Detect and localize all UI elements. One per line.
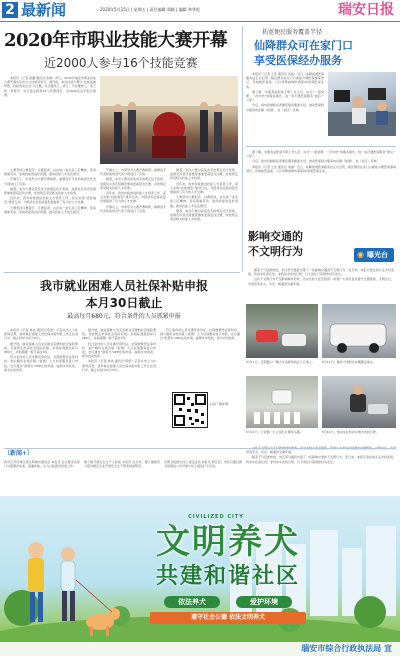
headline-line-2: 享受医保经办服务: [254, 54, 342, 67]
qr-code[interactable]: [172, 392, 208, 428]
car-sketch-1: [246, 304, 318, 358]
qr-code-pattern: [173, 393, 207, 427]
intro-text: 随着天气逐渐转热，市区部分路段出现了一些影响交通的不文明行为。连日来，本报记者在街头走访时发现，机动车乱停乱放、非机动车逆向行驶、行人闯红灯等现象时有发生。 这些不文明行为不仅影响城市形象，还存在较大安全隐患。希望广大市民自觉遵守交通规则，文明出行，共同营造安全、有序、畅通的交通环境。: [248, 268, 394, 286]
row-divider: [4, 272, 240, 273]
brief-3: 市图书馆推出线上阅读活动 本报讯 即日起，市民可通过图书馆微信公众号参与线上阅读打卡活动。: [164, 460, 242, 469]
civilized-dog-banner: [0, 496, 400, 656]
body-col-3: 符合条件的人员可携带身份证、社保缴费凭证等材料，到户籍所在地乡镇（街道）人力社保服务窗口申报，也可通过“浙里办”APP在线申请。逾期未申报的，视为自动放弃。: [160, 328, 240, 341]
kicker: 拓宽便民服务覆盖半径: [262, 29, 323, 36]
headline: 2020年市职业技能大赛开幕: [4, 30, 228, 51]
banner-tag-1: [164, 596, 220, 608]
banner-title: 文明养犬: [156, 522, 300, 562]
banner-tag-2: [236, 596, 292, 608]
banner-tag-1-label: 依法养犬: [178, 598, 206, 606]
subheadline: 最高每月680元，符合条件的人员抓紧申报: [67, 313, 181, 320]
subheadline: 近2000人参与16个技能竞赛: [44, 56, 198, 70]
banner-ribbon-label: 遵守社会公德 依法文明养犬: [190, 614, 266, 621]
body-col-1: 大赛坚持以赛促学、以赛促训，旨在进一步弘扬工匠精神，营造尊重劳动、崇尚技能的良好氛围，推动技能人才队伍建设。 开幕式上，市领导为大赛开赛鸣锣，参赛选手代表和裁判员代表分别进行了宣誓。 据悉，本次大赛对获奖选手按规定给予奖励，成绩优异者还将推荐参加更高层次比赛，并按规定享受相关技能人才政策。 近年来，我市持续推进技能人才培养工作，深入实施“技能瑞安”建设行动，为经济社会高质量发展提供了有力的人才支撑。 大赛坚持以赛促学、以赛促训，旨在进一步弘扬工匠精神，营造尊重劳动、崇尚技能的良好氛围，推动技能人才队伍建设。: [4, 168, 96, 214]
banner-tagline: CIVILIZED CITY: [188, 514, 244, 520]
ceremony-illustration: [100, 76, 238, 164]
story-social-insurance: [4, 276, 240, 446]
news-briefs: [4, 450, 396, 494]
headline-line-2: 不文明行为: [248, 245, 303, 258]
service-desk-illustration: [328, 72, 396, 136]
caption-2: 5月11日，瑞祥大道附近车辆随意掉头。: [322, 360, 376, 364]
caption-3: 5月11日，万松路一行人闯红灯横穿马路。: [246, 430, 303, 434]
story-skills-contest: [4, 28, 238, 268]
page-header: [0, 0, 400, 22]
lede-text: 本报讯（记者 陈鑫 通讯员 张晓）昨日，2020年瑞安市职业技能大赛开幕式在市人力社保局举行。据介绍，本次技能大赛以“技能成就梦想，技能改变生活”为主题，共设置电工、焊工、汽车维修工、茶艺师、育婴员、中式面点师等16个竞赛项目，近2000名选手报名参赛。: [4, 76, 96, 97]
column-tag: [354, 248, 394, 262]
closing-text: 营造安全、有序、畅通的交通环境。 随着天气逐渐转热，市区部分路段出现了一些影响交通的不文明行为。连日来，本报记者在街头走访时发现，机动车乱停乱放、非机动车逆向行驶、行人闯红灯等现象时有发生。: [246, 450, 396, 464]
headline-line-2: 本月30日截止: [85, 296, 163, 310]
banner-footer-label: 瑞安市综合行政执法局 宣: [301, 644, 392, 653]
banner-ribbon: [150, 612, 306, 624]
body-col-3: 据悉，本次大赛对获奖选手按规定给予奖励，成绩优异者还将推荐参加更高层次比赛，并按规定享受相关技能人才政策。 近年来，我市持续推进技能人才培养工作，深入实施“技能瑞安”建设行动，为经济社会高质量发展提供了有力的人才支撑。 大赛坚持以赛促学、以赛促训，旨在进一步弘扬工匠精神，营造尊重劳动、崇尚技能的良好氛围，推动技能人才队伍建设。 据悉，本次大赛对获奖选手按规定给予奖励，成绩优异者还将推荐参加更高层次比赛，并按规定享受相关技能人才政策。: [170, 168, 238, 222]
caption-4: 5月11日，电动车在机动车道内逆向行驶。: [322, 430, 379, 434]
banner-subtitle: 共建和谐社区: [155, 564, 300, 589]
banner-footer: [0, 642, 400, 656]
brief-2: 塘下镇开展安全生产大检查 本报讯 连日来，塘下镇组织力量对辖区企业开展安全生产隐患排查整治。: [84, 460, 160, 469]
eye-icon: ◉: [357, 250, 364, 259]
issue-meta: 2020年5月15日 | 星期五 | 责任编辑 郑颖 | 编辑 林华松: [100, 7, 201, 12]
row-divider: [4, 448, 396, 449]
body-col-2: 开幕式上，市领导为大赛开赛鸣锣，参赛选手代表和裁判员代表分别进行了宣誓。 据悉，本次大赛对获奖选手按规定给予奖励，成绩优异者还将推荐参加更高层次比赛，并按规定享受相关技能人才政策。 近年来，我市持续推进技能人才培养工作，深入实施“技能瑞安”建设行动，为经济社会高质量发展提供了有力的人才支撑。 开幕式上，市领导为大赛开赛鸣锣，参赛选手代表和裁判员代表分别进行了宣誓。: [100, 168, 166, 213]
traffic-photo-3: [246, 376, 318, 428]
traffic-photo-1: [246, 304, 318, 358]
briefs-heading: 〔新闻+〕: [4, 450, 34, 457]
car-sketch-2: [322, 304, 396, 358]
page-number: 2: [2, 2, 18, 18]
story2-continuation: 据了解，该服务站配备专职工作人员，实行“一窗受理、一次办结”的服务模式，进一步打通医保服务“最后一公里”。 今后，我市将继续拓宽便民服务覆盖半径，推动医保经办服务向乡镇（街道）、村（社区）延伸。 本报讯（记者 王佳 通讯员 刘丽）近日，仙降街道医保服务站正式启用，辖区群众在家门口就能办理医保参保登记、异地就医备案、门诊特殊病种申请等20余项医保业务。: [246, 150, 396, 173]
body-col-1: 本报讯（记者 林洁 通讯员 陈凯）记者从市人力社保局获悉，我市就业困难人员社保补贴申报工作正在进行中，截止时间为5月30日。 据介绍，就业困难人员灵活就业后缴纳社会保险费的，可按规定申请社会保险补贴。补贴标准最高每月680元，补贴期限一般不超过3年。 符合条件的人员可携带身份证、社保缴费凭证等材料，到户籍所在地乡镇（街道）人力社保服务窗口申报，也可通过“浙里办”APP在线申请。逾期未申报的，视为自动放弃。: [4, 328, 78, 372]
scooter-sketch: [322, 376, 396, 428]
headline-line-1: 影响交通的: [248, 230, 303, 243]
row-divider: [246, 146, 396, 147]
qr-caption: 扫码了解详情: [210, 402, 229, 406]
newspaper-brand: 瑞安日报: [338, 2, 394, 18]
column-divider: [242, 26, 243, 272]
section-name: 最新闻: [21, 1, 67, 19]
traffic-photo-2: [322, 304, 396, 358]
crossing-sketch: [246, 376, 318, 428]
banner-tag-2-label: 爱护环境: [250, 598, 278, 606]
brief-1: 我市召开创建全国文明城市推进会 本报讯 会议要求各部门对照测评标准，查漏补缺，全力以赴推进创建工作。: [4, 460, 80, 469]
traffic-photo-4: [322, 376, 396, 428]
headline-line-1: 仙降群众可在家门口: [254, 39, 353, 52]
story-medical-insurance: [246, 26, 396, 144]
headline-line-1: 我市就业困难人员社保补贴申报: [39, 279, 208, 293]
ceremony-photo: [100, 76, 238, 164]
body-col-1: 本报讯（记者 王佳 通讯员 刘丽）近日，仙降街道医保服务站正式启用，辖区群众在家门口就能办理医保参保登记、异地就医备案、门诊特殊病种申请等20余项医保业务。 据了解，该服务站配备专职工作人员，实行“一窗受理、一次办结”的服务模式，进一步打通医保服务“最后一公里”。 今后，我市将继续拓宽便民服务覆盖半径，推动医保经办服务向乡镇（街道）、村（社区）延伸。: [246, 72, 324, 112]
body-col-2: 据介绍，就业困难人员灵活就业后缴纳社会保险费的，可按规定申请社会保险补贴。补贴标准最高每月680元，补贴期限一般不超过3年。 符合条件的人员可携带身份证、社保缴费凭证等材料，到户籍所在地乡镇（街道）人力社保服务窗口申报，也可通过“浙里办”APP在线申请。逾期未申报的，视为自动放弃。 本报讯（记者 林洁 通讯员 陈凯）记者从市人力社保局获悉，我市就业困难人员社保补贴申报工作正在进行中，截止时间为5月30日。: [82, 328, 156, 372]
column-tag-label: 曝光台: [367, 251, 388, 259]
caption-1: 5月11日，安阳路口一辆小车违规停放在人行道上。: [246, 360, 315, 364]
service-photo: [328, 72, 396, 136]
